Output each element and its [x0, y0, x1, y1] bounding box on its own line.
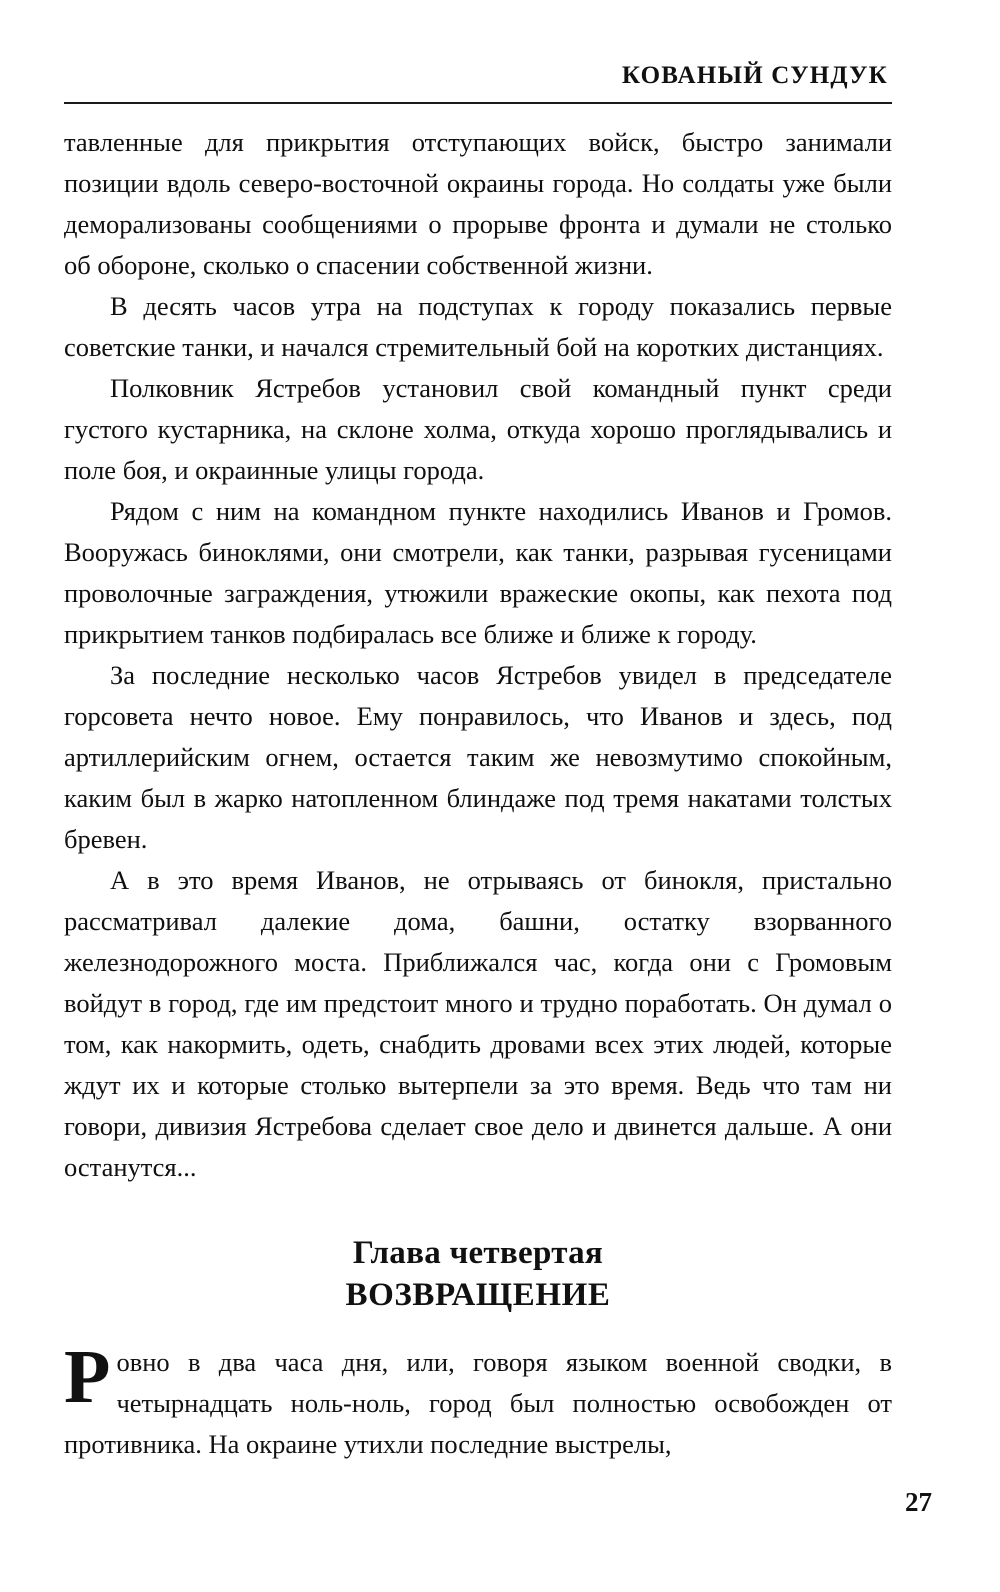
chapter-number-label: Глава четвертая [352, 1235, 604, 1271]
paragraph: Рядом с ним на командном пункте находились Иванов и Громов. Вооружась биноклями, они смотрели, как танки, разрывая гусеницами проволочные заграждения, утюжили вражеские окопы, как пехота под прикрытием танков подбиралась все ближе и ближе к городу. [64, 496, 892, 649]
paragraph: А в это время Иванов, не отрываясь от бинокля, пристально рассматривал далекие дома, башни, остатку взорванного железнодорожного моста. Приближался час, когда они с Громовым войдут в город, где им предстоит много и трудно поработать. Он думал о том, как накормить, одеть, снабдить дровами всех этих людей, которые ждут их и которые столько вытерпели за это время. Ведь что там ни говори, дивизия Ястребова сделает свое дело и двинется дальше. А они останутся... [64, 865, 892, 1182]
chapter-opening-paragraph [64, 1335, 892, 1465]
chapter-opening-text: овно в два часа дня, или, говоря языком военной сводки, в четырнадцать ноль-ноль, город был полностью освобожден от противника. На окраине утихли последние выстрелы, [64, 1347, 892, 1459]
paragraph-continuation: тавленные для прикрытия отступающих войск, быстро занимали позиции вдоль северо-восточной окраины города. Но солдаты уже были деморализованы сообщениями о прорыве фронта и думали не столько об обороне, сколько о спасении собственной жизни. [64, 127, 892, 280]
drop-cap: Р [64, 1335, 111, 1419]
paragraph: За последние несколько часов Ястребов увидел в председателе горсовета нечто новое. Ему понравилось, что Иванов и здесь, под артиллерийским огнем, остается таким же невозмутимо спокойным, каким был в жарко натопленном блиндаже под тремя накатами толстых бревен. [64, 660, 892, 854]
running-head: КОВАНЫЙ СУНДУК [621, 62, 888, 89]
page-number: 27 [905, 1487, 932, 1517]
header-divider [64, 102, 892, 104]
paragraph: В десять часов утра на подступах к городу показались первые советские танки, и начался стремительный бой на коротких дистанциях. [64, 291, 892, 362]
paragraph: Полковник Ястребов установил свой командный пункт среди густого кустарника, на склоне холма, откуда хорошо проглядывались и поле боя, и окраинные улицы города. [64, 373, 892, 485]
page-content [64, 62, 892, 1465]
body-text [64, 122, 892, 1188]
chapter-heading [64, 1232, 892, 1316]
chapter-name: ВОЗВРАЩЕНИЕ [345, 1277, 611, 1313]
